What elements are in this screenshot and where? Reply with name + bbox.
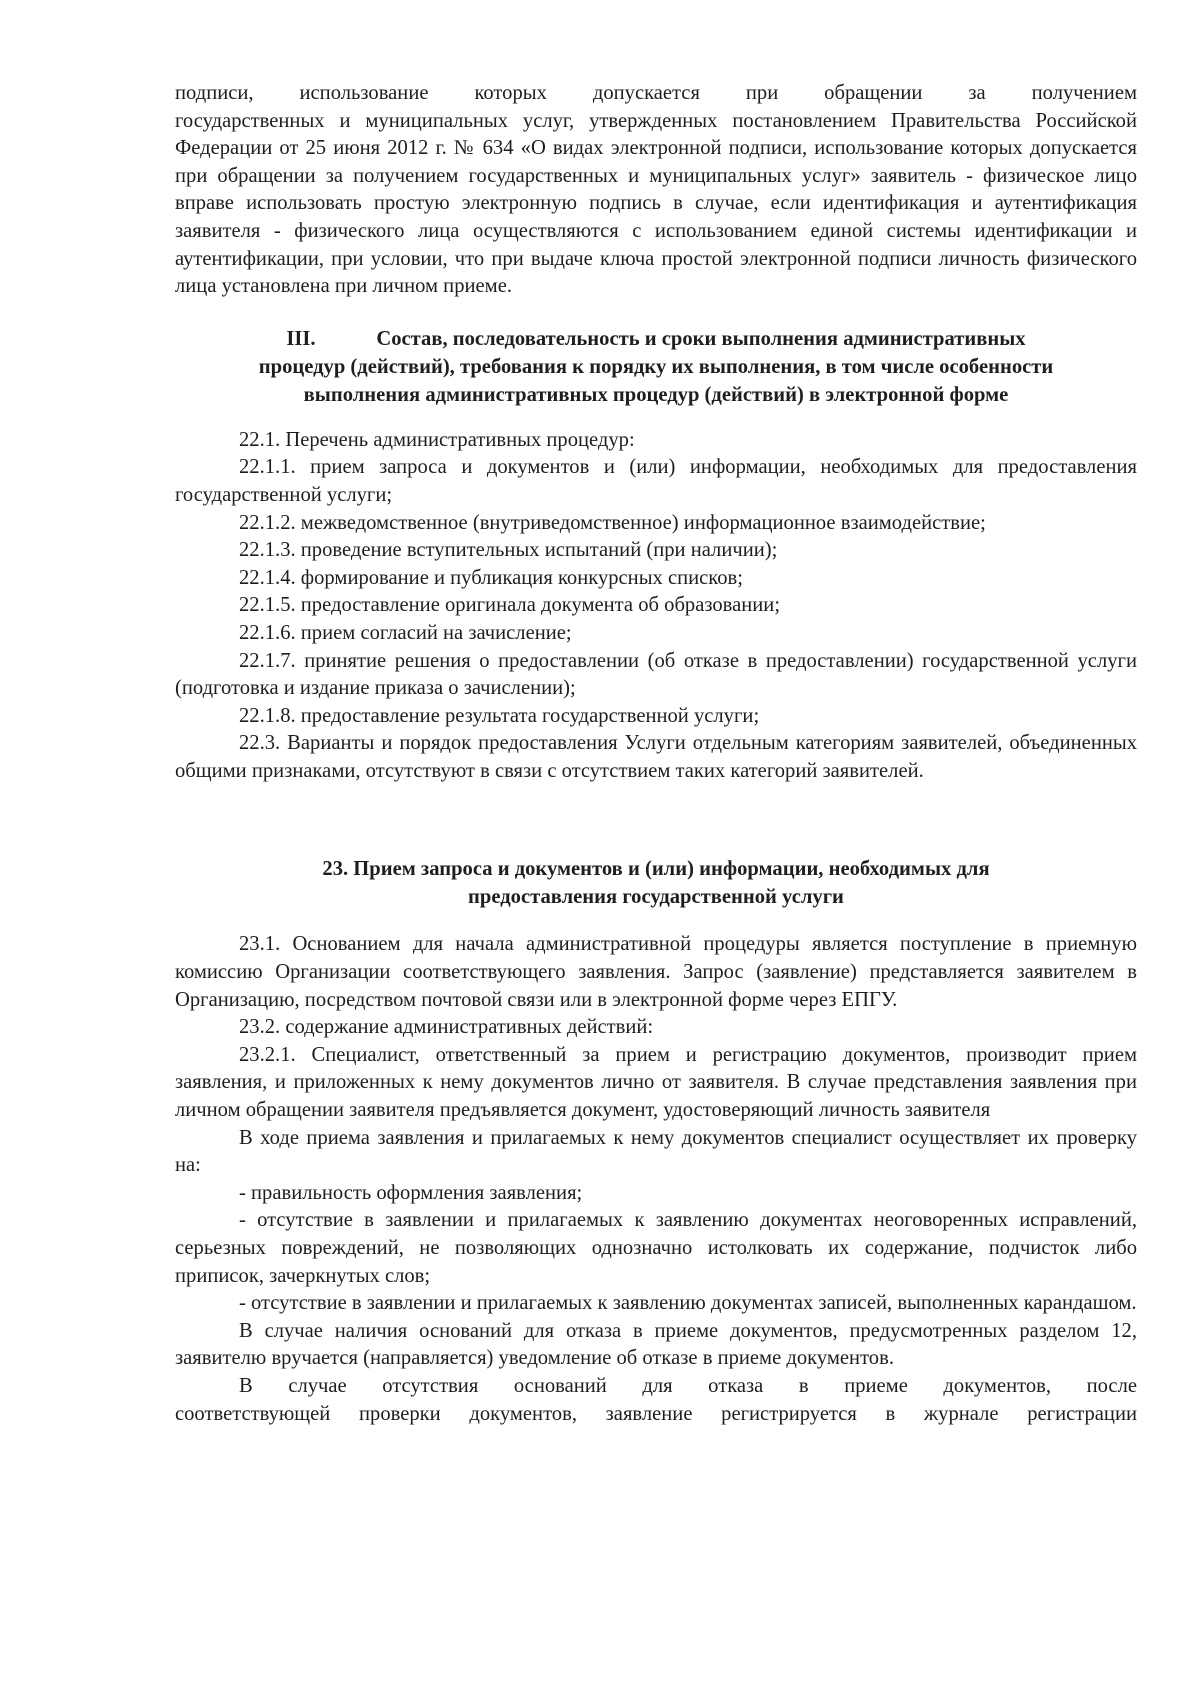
intro-text: государственных и муниципальных услуг, утвержденных постановлением Правительства Российской Федерации от 25 июня 2012 г. № 634 «О видах электронной подписи, использование которых допускается при обращении за получением государственных и муниципальных услуг» заявитель - физическое лицо вправе использовать простую электронную подпись в случае, если идентификация и аутентификация заявителя - физического лица осуществляются с использованием единой системы идентификации и аутентификации, при условии, что при выдаче ключа простой электронной подписи личность физического лица установлена при личном приеме. — [175, 109, 1137, 298]
intro-first-line: подписи, использование которых допускается при обращении за получением — [175, 82, 1137, 104]
paragraph-registration-line-2: соответствующей проверки документов, заявление регистрируется в журнале регистрации — [175, 1402, 1137, 1425]
procedure-item: 22.3. Варианты и порядок предоставления Услуги отдельным категориям заявителей, объединенных общими признаками, отсутствуют в связи с отсутствием таких категорий заявителей. — [175, 732, 1137, 782]
procedure-item: 22.1.2. межведомственное (внутриведомственное) информационное взаимодействие; — [239, 511, 986, 534]
check-item: - правильность оформления заявления; — [239, 1181, 583, 1204]
procedure-list-heading: 22.1. Перечень административных процедур: — [239, 428, 635, 451]
procedure-item: 22.1.5. предоставление оригинала документа об образовании; — [239, 594, 781, 617]
procedure-list — [175, 427, 1137, 786]
intro-paragraph — [175, 80, 1137, 301]
section-3-title-line-2: процедур (действий), требования к порядку их выполнения, в том числе особенности — [258, 355, 1054, 378]
section-23-title-line-2: предоставления государственной услуги — [468, 886, 844, 909]
section-3-heading — [175, 325, 1137, 409]
section-3-number: III. — [286, 327, 316, 350]
paragraph-23-2: 23.2. содержание административных действий: — [239, 1016, 654, 1039]
procedure-item: 22.1.1. прием запроса и документов и (или) информации, необходимых для предоставления государственной услуги; — [175, 456, 1137, 506]
procedure-item: 22.1.8. предоставление результата государственной услуги; — [239, 704, 760, 727]
procedure-item: 22.1.6. прием согласий на зачисление; — [239, 621, 572, 644]
procedure-item: 22.1.3. проведение вступительных испытаний (при наличии); — [239, 539, 778, 562]
paragraph-check: В ходе приема заявления и прилагаемых к нему документов специалист осуществляет их проверку на: — [175, 1126, 1137, 1177]
check-item: - отсутствие в заявлении и прилагаемых к заявлению документах записей, выполненных карандашом. — [239, 1292, 1137, 1315]
section-3-title-line-3: выполнения административных процедур (действий) в электронной форме — [303, 383, 1009, 406]
procedure-item: 22.1.4. формирование и публикация конкурсных списков; — [239, 566, 744, 589]
paragraph-23-2-1: 23.2.1. Специалист, ответственный за прием и регистрацию документов, производит прием заявления, и приложенных к нему документов лично от заявителя. В случае представления заявления при личном обращении заявителя предъявляется документ, удостоверяющий личность заявителя — [175, 1043, 1137, 1122]
check-item: - отсутствие в заявлении и прилагаемых к заявлению документах неоговоренных исправлений, серьезных повреждений, не позволяющих однозначно истолковать их содержание, подчисток либо приписок, зачеркнутых слов; — [175, 1209, 1137, 1287]
paragraph-23-1: 23.1. Основанием для начала административной процедуры является поступление в приемную комиссию Организации соответствующего заявления. Запрос (заявление) представляется заявителем в Организацию, посредством почтовой связи или в электронной форме через ЕПГУ. — [175, 933, 1137, 1011]
section-23-title-line-1: 23. Прием запроса и документов и (или) информации, необходимых для — [322, 858, 990, 881]
procedure-item: 22.1.7. принятие решения о предоставлении (об отказе в предоставлении) государственной услуги (подготовка и издание приказа о зачислении); — [175, 649, 1137, 700]
paragraph-registration-line-1: В случае отсутствия оснований для отказа в приеме документов, после — [239, 1374, 1137, 1397]
section-23-heading — [175, 855, 1137, 911]
section-3-title-line-1: Состав, последовательность и сроки выполнения административных — [376, 327, 1026, 350]
section-23-body — [175, 931, 1137, 1428]
paragraph-refusal: В случае наличия оснований для отказа в приеме документов, предусмотренных разделом 12, заявителю вручается (направляется) уведомление об отказе в приеме документов. — [175, 1319, 1137, 1370]
